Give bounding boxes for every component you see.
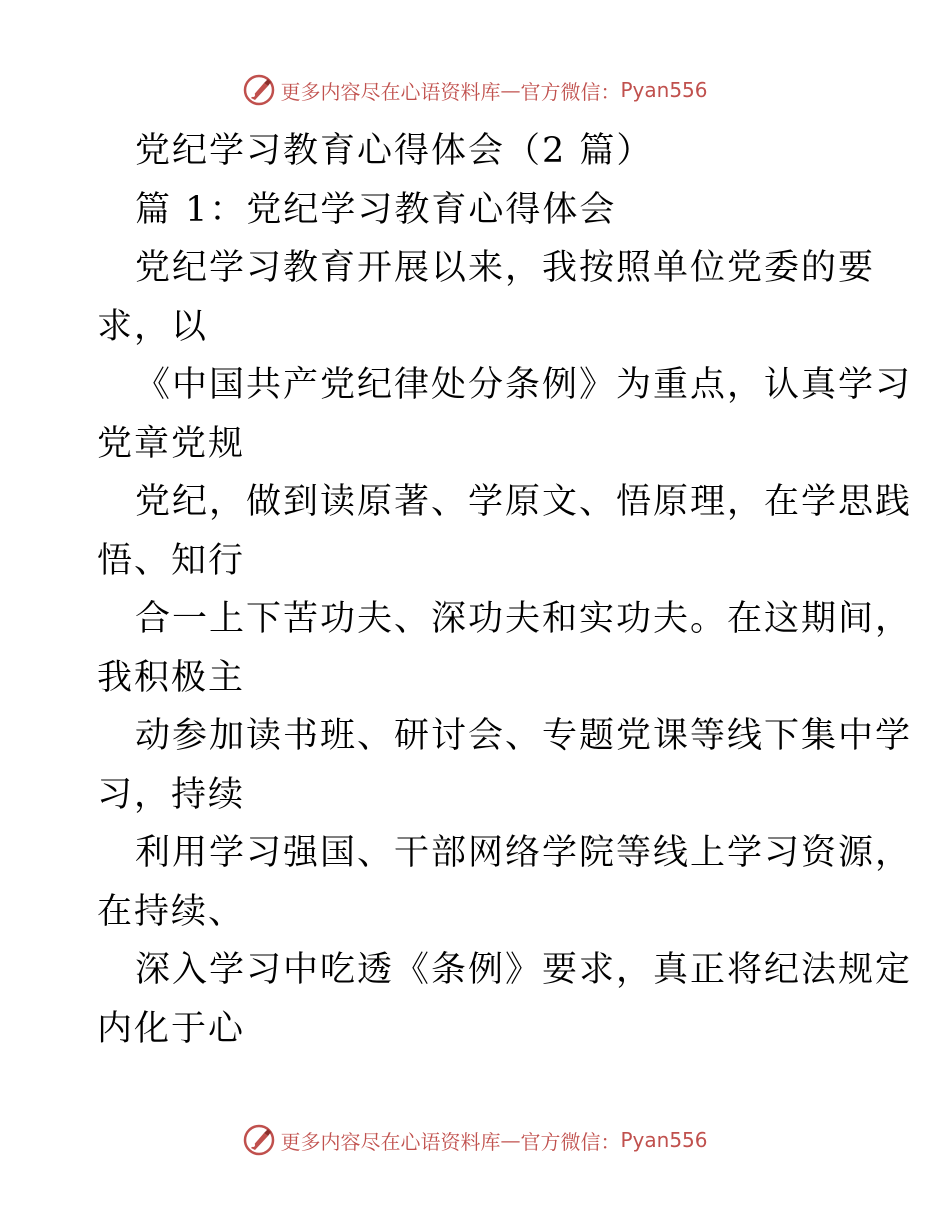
section-heading: 篇 1：党纪学习教育心得体会	[135, 189, 617, 230]
banner-wechat-id: Pyan556	[620, 1128, 708, 1152]
paragraph-line: 深入学习中吃透《条例》要求，真正将纪法规定	[135, 950, 913, 990]
document-body	[97, 122, 913, 1058]
pen-seal-logo-icon	[242, 1123, 276, 1157]
paragraph-line: 我积极主	[97, 657, 246, 698]
paragraph-line: 《中国共产党纪律处分条例》为重点，认真学习	[135, 365, 913, 405]
banner-site-text: 更多内容尽在心语资料库	[280, 1129, 501, 1154]
pen-seal-logo-icon	[242, 73, 276, 107]
paragraph-line: 在持续、	[97, 891, 246, 932]
banner-wechat-id: Pyan556	[620, 78, 708, 102]
paragraph-line: 党章党规	[97, 423, 246, 464]
paragraph-line: 习，持续	[97, 774, 246, 815]
banner-dash: —	[500, 78, 521, 102]
banner-dash: —	[500, 1128, 521, 1152]
paragraph-line: 内化于心	[97, 1008, 246, 1049]
paragraph-line: 求，以	[97, 306, 209, 347]
paragraph-line: 利用学习强国、干部网络学院等线上学习资源，	[135, 833, 913, 873]
paragraph-line: 党纪学习教育开展以来，我按照单位党委的要	[135, 248, 876, 288]
footer-watermark-banner	[0, 1120, 950, 1160]
banner-wechat-label: 官方微信：	[520, 79, 621, 104]
banner-site-text: 更多内容尽在心语资料库	[280, 79, 501, 104]
paragraph-line: 动参加读书班、研讨会、专题党课等线下集中学	[135, 716, 913, 756]
paragraph-line: 党纪，做到读原著、学原文、悟原理，在学思践	[135, 482, 913, 522]
header-watermark-banner	[0, 70, 950, 110]
paragraph-line: 悟、知行	[97, 540, 246, 581]
document-title: 党纪学习教育心得体会（2 篇）	[135, 131, 654, 171]
banner-wechat-label: 官方微信：	[520, 1129, 621, 1154]
paragraph-line: 合一上下苦功夫、深功夫和实功夫。在这期间，	[135, 599, 913, 639]
